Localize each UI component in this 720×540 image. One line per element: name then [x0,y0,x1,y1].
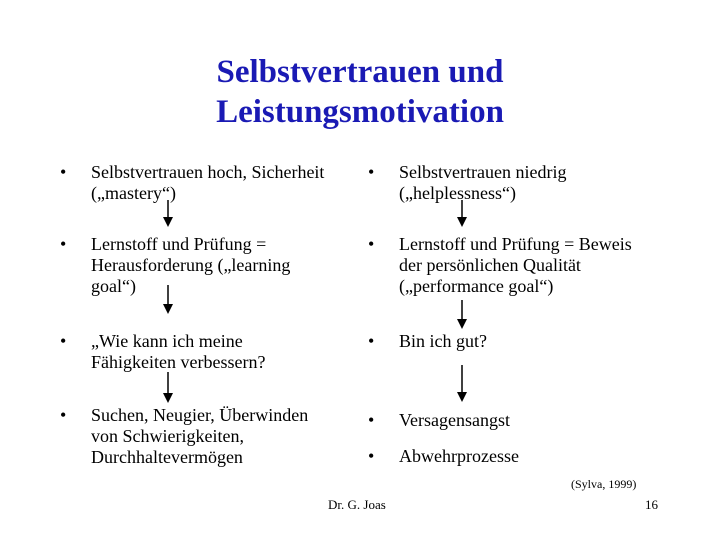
left-bullet-4-line-2: von Schwierigkeiten, [91,426,244,446]
down-arrow-icon [160,372,176,404]
bullet-dot: • [368,331,375,351]
slide-title [0,52,720,132]
down-arrow-icon [454,200,470,228]
left-bullet-3-line-1: „Wie kann ich meine [91,331,243,351]
page-number: 16 [645,497,658,512]
right-bullet-2-line-1: Lernstoff und Prüfung = Beweis [399,234,632,254]
left-bullet-3-line-2: Fähigkeiten verbessern? [91,352,266,372]
right-bullet-1-line-2: („helplessness“) [399,183,516,203]
right-bullet-2-line-3: („performance goal“) [399,276,554,296]
right-bullet-3-line-1: Bin ich gut? [399,331,487,351]
bullet-dot: • [368,162,375,182]
left-bullet-2-line-3: goal“) [91,276,136,296]
bullet-dot: • [60,162,67,182]
left-bullet-1-line-2: („mastery“) [91,183,176,203]
right-bullet-1-line-1: Selbstvertrauen niedrig [399,162,567,182]
bullet-dot: • [368,410,375,430]
citation: (Sylva, 1999) [571,477,637,491]
down-arrow-icon [160,200,176,228]
left-bullet-4-line-1: Suchen, Neugier, Überwinden [91,405,309,425]
left-bullet-4-line-3: Durchhaltevermögen [91,447,243,467]
title-line-2: Leistungsmotivation [216,94,504,130]
bullet-dot: • [368,234,375,254]
left-bullet-1-line-1: Selbstvertrauen hoch, Sicherheit [91,162,325,182]
bullet-dot: • [60,405,67,425]
left-bullet-2-line-1: Lernstoff und Prüfung = [91,234,267,254]
footer-author: Dr. G. Joas [328,497,386,512]
bullet-dot: • [368,446,375,466]
down-arrow-icon [160,285,176,315]
bullet-dot: • [60,331,67,351]
right-bullet-2-line-2: der persönlichen Qualität [399,255,581,275]
right-bullet-5-line-1: Abwehrprozesse [399,446,519,466]
down-arrow-icon [454,300,470,330]
left-bullet-2-line-2: Herausforderung („learning [91,255,291,275]
right-bullet-4-line-1: Versagensangst [399,410,510,430]
down-arrow-icon [454,365,470,403]
title-line-1: Selbstvertrauen und [216,54,504,90]
bullet-dot: • [60,234,67,254]
